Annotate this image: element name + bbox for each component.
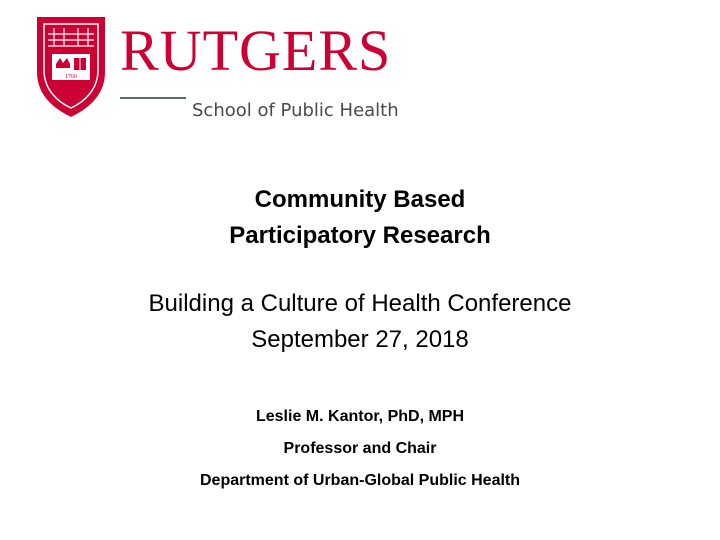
logo-subtitle: School of Public Health bbox=[192, 100, 399, 121]
logo-wordmark: RUTGERS bbox=[120, 18, 392, 83]
presenter-department: Department of Urban-Global Public Health bbox=[199, 472, 521, 489]
conference-date: September 27, 2018 bbox=[251, 326, 469, 353]
presenter-role: Professor and Chair bbox=[283, 440, 437, 457]
svg-text:1766: 1766 bbox=[65, 74, 77, 80]
logo-divider bbox=[120, 97, 186, 99]
conference-name: Building a Culture of Health Conference bbox=[148, 290, 572, 317]
presenter-name: Leslie M. Kantor, PhD, MPH bbox=[255, 408, 465, 425]
presenter-info bbox=[0, 401, 720, 497]
conference-info bbox=[0, 286, 720, 358]
title-line-1: Community Based bbox=[254, 186, 466, 213]
slide-title bbox=[0, 182, 720, 254]
rutgers-shield-icon bbox=[34, 14, 108, 120]
rutgers-logo bbox=[34, 14, 424, 126]
title-line-2: Participatory Research bbox=[229, 222, 491, 249]
